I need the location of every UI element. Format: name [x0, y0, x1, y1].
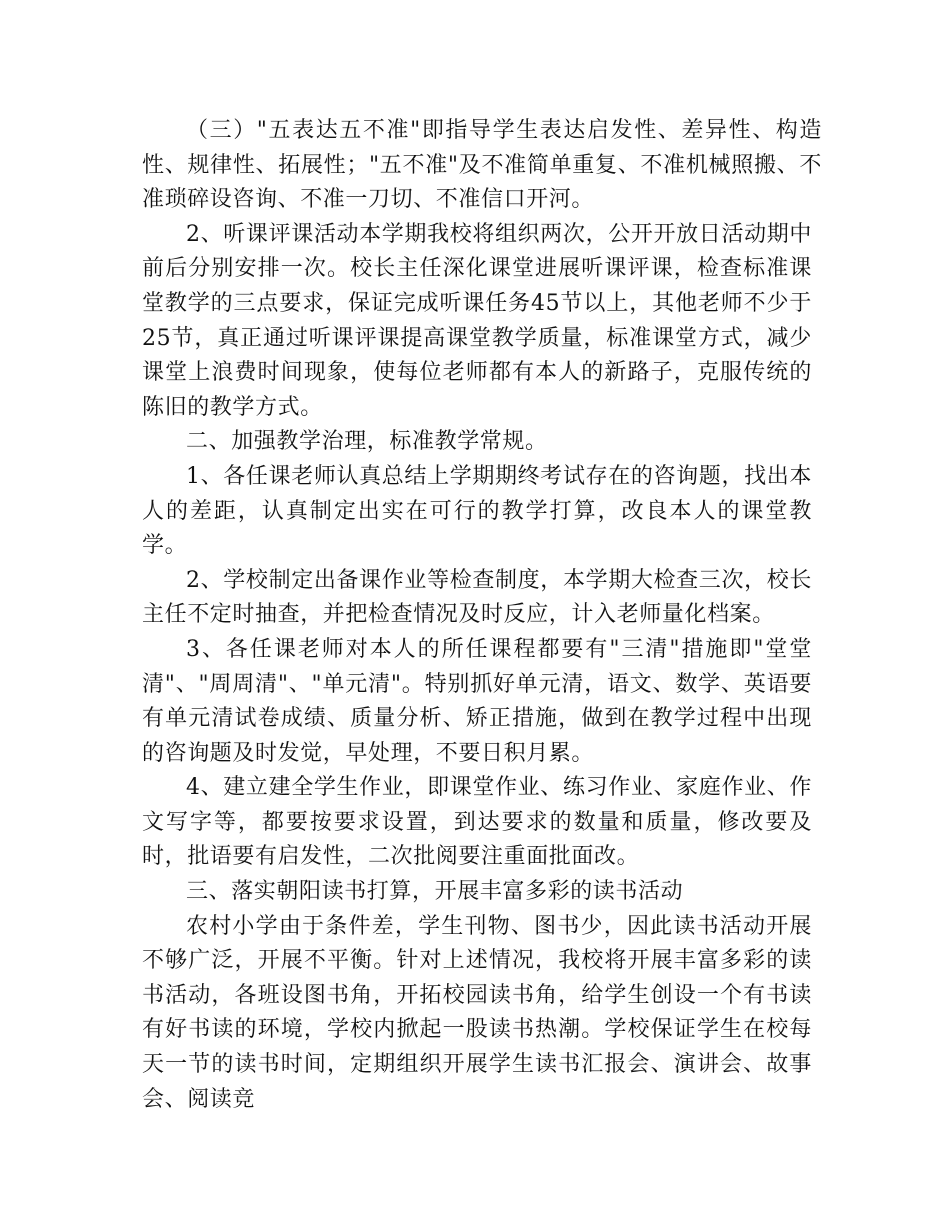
document-body	[142, 114, 822, 1117]
paragraph-teacher-summary: 1、各任课老师认真总结上学期期终考试存在的咨询题，找出本人的差距，认真制定出实在可行的教学打算，改良本人的课堂教学。	[142, 463, 812, 559]
paragraph-five-expressions: （三）"五表达五不准"即指导学生表达启发性、差异性、构造性、规律性、拓展性；"五不准"及不准简单重复、不准机械照搬、不准琐碎设咨询、不准一刀切、不准信口开河。	[142, 118, 822, 213]
paragraph-three-clear-measures: 3、各任课老师对本人的所任课程都要有"三清"措施即"堂堂清"、"周周清"、"单元清"。特别抓好单元清，语文、数学、英语要有单元清试卷成绩、质量分析、矫正措施，做到在教学过程中出现的咨询题及时发觉，早处理，不要日积月累。	[142, 636, 812, 766]
paragraph-reading-activities: 农村小学由于条件差，学生刊物、图书少，因此读书活动开展不够广泛，开展不平衡。针对上述情况，我校将开展丰富多彩的读书活动，各班设图书角，开拓校园读书角，给学生创设一个有书读有好书读的环境，学校内掀起一股读书热潮。学校保证学生在校每天一节的读书时间，定期组织开展学生读书汇报会、演讲会、故事会、阅读竞	[142, 913, 812, 1112]
section-heading-reading-plan: 三、落实朝阳读书打算，开展丰富多彩的读书活动	[186, 879, 684, 905]
paragraph-inspection-system: 2、学校制定出备课作业等检查制度，本学期大检查三次，校长主任不定时抽查，并把检查情况及时反应，计入老师量化档案。	[142, 567, 812, 628]
section-heading-teaching-management: 二、加强教学治理，标准教学常规。	[186, 429, 548, 455]
paragraph-student-homework: 4、建立建全学生作业，即课堂作业、练习作业、家庭作业、作文写字等，都要按要求设置，到达要求的数量和质量，修改要及时，批语要有启发性，二次批阅要注重面批面改。	[142, 775, 812, 870]
paragraph-lesson-observation: 2、听课评课活动本学期我校将组织两次，公开开放日活动期中前后分别安排一次。校长主任深化课堂进展听课评课，检查标准课堂教学的三点要求，保证完成听课任务45节以上，其他老师不少于25节，真正通过听课评课提高课堂教学质量，标准课堂方式，减少课堂上浪费时间现象，使每位老师都有本人的新路子，克服传统的陈旧的教学方式。	[142, 221, 812, 420]
